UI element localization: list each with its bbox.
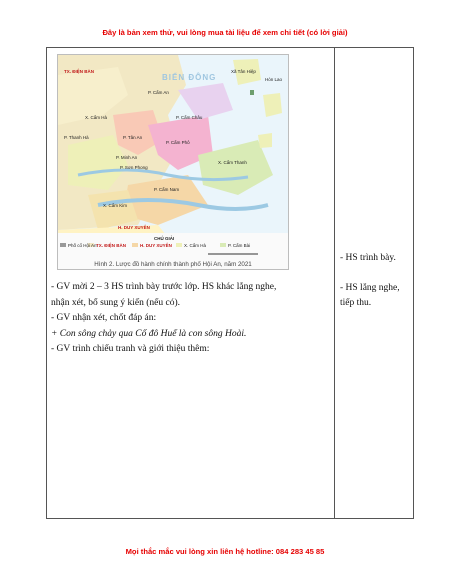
hoi-an-map-figure — [57, 54, 289, 270]
label-cam-chau: P. Cẩm Châu — [176, 115, 203, 120]
label-cam-an: P. Cẩm An — [148, 90, 169, 95]
label-tan-hiep: Xã Tân Hiệp — [231, 69, 256, 74]
student-line-2: - HS lắng nghe, tiếp thu. — [340, 282, 400, 308]
label-cam-nam: P. Cẩm Nam — [154, 187, 180, 192]
preview-notice-banner: Đây là bản xem thử, vui lòng mua tài liệu để xem chi tiết (có lời giải) — [102, 28, 348, 37]
teacher-line-1: - GV mời 2 – 3 HS trình bày trước lớp. HS khác lắng nghe, nhận xét, bổ sung ý kiến (nếu có). — [51, 282, 277, 308]
label-dien-ban: TX. ĐIỆN BÀN — [64, 69, 95, 74]
legend-item-5: P. Cẩm Bài — [228, 243, 251, 248]
student-activity — [340, 251, 415, 326]
label-cam-pho: P. Cẩm Phô — [166, 140, 190, 145]
teacher-line-2: - GV nhận xét, chốt đáp án: — [51, 313, 157, 323]
teacher-line-3: + Con sông chảy qua Cố đô Huế là con sông Hoài. — [51, 328, 247, 339]
label-cam-thanh: X. Cẩm Thanh — [218, 160, 247, 165]
lesson-table — [46, 47, 414, 519]
teacher-line-4: - GV trình chiếu tranh và giới thiệu thêm: — [51, 344, 210, 354]
label-cam-kim: X. Cẩm Kim — [103, 203, 128, 208]
label-cam-ha: X. Cẩm Hà — [85, 115, 108, 120]
student-line-1: - HS trình bày. — [340, 253, 396, 263]
figure-caption: Hình 2. Lược đồ hành chính thành phố Hội An, năm 2021 — [94, 261, 252, 268]
label-minh-an: P. Minh An — [116, 155, 138, 160]
legend-item-3: H. DUY XUYÊN — [140, 243, 172, 248]
label-thanh-ha: P. Thanh Hà — [64, 135, 89, 140]
label-hon-lao: Hòn Lao — [265, 77, 283, 82]
label-tan-an: P. Tân An — [123, 135, 143, 140]
legend-item-4: X. Cẩm Hà — [184, 243, 207, 248]
column-divider — [334, 48, 335, 518]
label-bien-dong: BIỂN ĐÔNG — [162, 73, 217, 82]
legend-item-1: Phố cổ Hội An — [68, 243, 97, 248]
label-duy-xuyen: H. DUY XUYÊN — [118, 225, 150, 230]
legend-item-2: TX. ĐIỆN BÀN — [96, 243, 127, 248]
legend-title: CHÚ GIẢI — [154, 236, 175, 241]
hotline-banner: Mọi thắc mắc vui lòng xin liên hệ hotline: 084 283 45 85 — [125, 547, 325, 556]
label-son-phong: P. Sơn Phong — [120, 165, 148, 170]
teacher-activity — [51, 280, 281, 358]
